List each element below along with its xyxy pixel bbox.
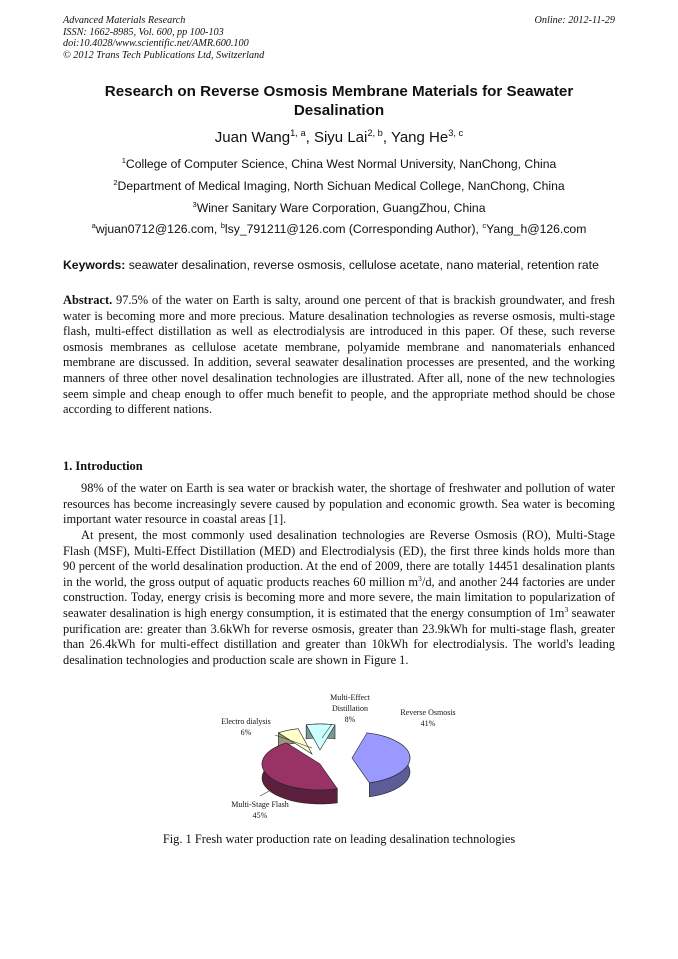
author-name: Juan Wang [214,129,291,146]
pie-slice-label: Distillation [332,704,368,713]
email-line [63,222,615,236]
email-text: Yang_h@126.com [486,222,587,236]
keywords [63,258,615,272]
email-text: lsy_791211@126.com (Corresponding Author), [224,222,483,236]
superscript: 3 [418,573,422,583]
intro-paragraph-1: 98% of the water on Earth is sea water or brackish water, the shortage of freshwater and pollution of water resources has become increasingly severe caused by population and economic growth. Sea water is becoming important water resource in coastal areas [1]. [63,481,615,527]
affil-text: Department of Medical Imaging, North Sichuan Medical College, NanChong, China [117,179,565,193]
pie-slice-label: Multi-Stage Flash [231,800,289,809]
online-date: Online: 2012-11-29 [534,15,615,26]
author-affil-sup: 3, c [448,128,464,138]
author-name: Siyu Lai [313,129,368,146]
affiliation-2 [63,179,615,193]
affil-text: Winer Sanitary Ware Corporation, GuangZhou, China [196,201,486,215]
journal-name: Advanced Materials Research [63,15,186,26]
affil-number: 3 [192,199,197,209]
author-affil-sup: 1, a [290,128,306,138]
pie-slice-label: 41% [420,719,436,728]
paragraph-text: /d, and another 244 factories are under construction. Today, energy crisis is becoming more and more severe, the main limitation to popularization of seawater desalination is high energy consumption, it is estimated that the energy consumption of 1m [63,574,615,620]
pie-slice-label: Electro dialysis [221,717,271,726]
email-sup: a [91,220,96,230]
affil-number: 1 [121,155,126,165]
abstract-text: 97.5% of the water on Earth is salty, around one percent of that is brackish groundwater, and fresh water is becoming more and more precious. Mature desalination technologies as reverse osmosis, multi-stage flash, multi-effect distillation as well as electrodialysis are introduced in this paper. Of these, such reverse osmosis membranes as cellulose acetate membrane, polyamide membrane and nanomaterials enhanced membrane are discussed. In addition, several seawater desalination processes are presented, and the working manners of three other novel desalination technologies are illustrated. After all, none of the new technologies seem simple and cheap enough to offer much benefit to people, and the appropriate method should be chose according to different nations. [63,293,615,417]
author-sep: , [382,129,391,146]
affiliation-1 [63,157,615,171]
keywords-label: Keywords: [63,258,126,272]
author-name: Yang He [390,129,449,146]
issn-line: ISSN: 1662-8985, Vol. 600, pp 100-103 [63,26,224,38]
abstract-label: Abstract. [63,293,113,307]
pie-slice-label: 8% [344,715,356,724]
paper-title: Research on Reverse Osmosis Membrane Materials for Seawater Desalination [104,83,574,119]
email-sup: c [482,220,487,230]
doi-line: doi:10.4028/www.scientific.net/AMR.600.100 [63,38,249,50]
author-affil-sup: 2, b [367,128,383,138]
pie-chart [200,690,480,825]
copyright-line: © 2012 Trans Tech Publications Ltd, Switzerland [63,49,265,61]
email-sup: b [220,220,225,230]
affiliation-3 [63,201,615,215]
pie-slice-label: Multi-Effect [330,693,370,702]
paragraph-text: seawater purification are: greater than 3.6kWh for reverse osmosis, greater than 23.9kWh for multi-stage flash, greater than 26.4kWh for multi-effect distillation and greater than 10kWh for electrodialysis. The world's leading desalination technologies and production scale are shown in Figure 1. [63,605,615,667]
author-sep: , [305,129,314,146]
figure-caption: Fig. 1 Fresh water production rate on leading desalination technologies [162,832,516,846]
pie-slice-label: Reverse Osmosis [400,708,456,717]
email-text: wjuan0712@126.com, [95,222,221,236]
pie-slice-label: 45% [252,811,268,820]
intro-paragraph-2 [63,528,615,668]
keywords-text: seawater desalination, reverse osmosis, cellulose acetate, nano material, retention rate [125,258,599,272]
affil-number: 2 [113,177,118,187]
pie-slice-label: 6% [240,728,252,737]
paragraph-text: At present, the most commonly used desalination technologies are Reverse Osmosis (RO), Multi-Stage Flash (MSF), Multi-Effect Distillation (MED) and Electrodialysis (ED), the first three kinds holds more than 90 percent of the world desalination production. At the end of 2009, there are totally 14451 desalination plants in the world, the gross output of aquatic products reaches 60 million m [63,528,615,589]
author-line [63,129,615,146]
superscript: 3 [564,604,569,614]
section-heading: 1. Introduction [63,459,143,473]
abstract [63,293,615,418]
journal-header [63,15,264,61]
affil-text: College of Computer Science, China West Normal University, NanChong, China [125,157,557,171]
